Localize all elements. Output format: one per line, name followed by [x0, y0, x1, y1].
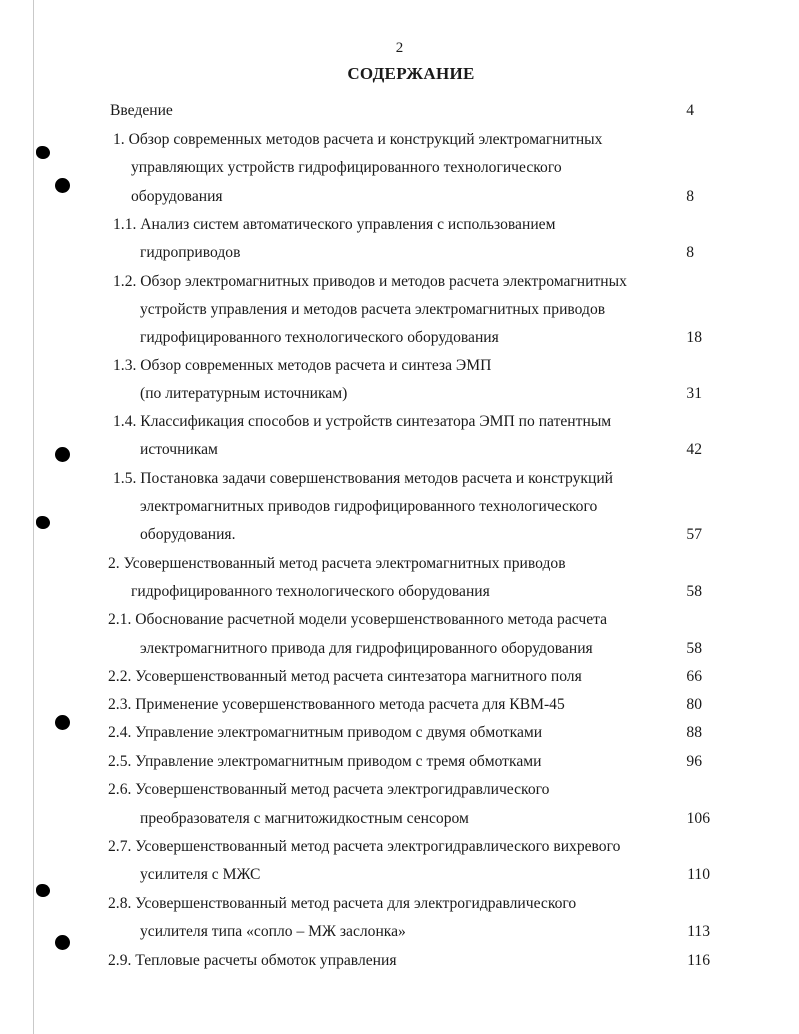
scan-edge-line	[33, 0, 34, 1034]
toc-entry-text: Введение	[110, 102, 173, 119]
toc-page-number: 8	[686, 244, 694, 261]
toc-page-number: 116	[687, 952, 710, 969]
toc-page-number: 8	[686, 188, 694, 205]
toc-entry-text: оборудования.	[140, 526, 236, 543]
toc-page-number: 57	[686, 526, 702, 543]
toc-entry-text: управляющих устройств гидрофицированного технологического	[131, 159, 562, 176]
toc-entry-text: 1.5. Постановка задачи совершенствования методов расчета и конструкций	[113, 470, 614, 487]
toc-entry-text: 2.3. Применение усовершенствованного метода расчета для КВМ-45	[108, 696, 565, 713]
toc-page-number: 58	[686, 583, 702, 600]
toc-page-number: 42	[686, 441, 702, 458]
punch-hole	[36, 146, 50, 159]
toc-entry-text: гидроприводов	[140, 244, 241, 261]
toc-entry-text: (по литературным источникам)	[140, 385, 348, 402]
toc-entry-text: 1.3. Обзор современных методов расчета и синтеза ЭМП	[113, 357, 492, 374]
punch-hole	[36, 884, 50, 897]
toc-entry-text: гидрофицированного технологического оборудования	[140, 329, 499, 346]
toc-entry-text: электромагнитного привода для гидрофицированного оборудования	[140, 640, 593, 657]
punch-hole	[36, 516, 50, 529]
toc-entry-text: 2.7. Усовершенствованный метод расчета электрогидравлического вихревого	[108, 838, 621, 855]
page-title: СОДЕРЖАНИЕ	[347, 64, 475, 83]
toc-entry-text: устройств управления и методов расчета электромагнитных приводов	[140, 301, 606, 318]
punch-hole	[55, 447, 70, 462]
toc-entry-text: 2.8. Усовершенствованный метод расчета для электрогидравлического	[108, 895, 577, 912]
toc-entry-text: 2.4. Управление электромагнитным приводом с двумя обмотками	[108, 724, 543, 741]
toc-entry-text: 2.9. Тепловые расчеты обмоток управления	[108, 952, 397, 969]
toc-entry-text: 2.1. Обоснование расчетной модели усовершенствованного метода расчета	[108, 611, 608, 628]
toc-entry-text: источникам	[140, 441, 218, 458]
toc-page-number: 58	[686, 640, 702, 657]
toc-entry-text: усилителя с МЖС	[140, 866, 261, 883]
toc-page-number: 66	[686, 668, 702, 685]
toc-entry-text: гидрофицированного технологического оборудования	[131, 583, 490, 600]
toc-page-number: 31	[686, 385, 702, 402]
toc-entry-text: преобразователя с магнитожидкостным сенсором	[140, 810, 469, 827]
toc-entry-text: 2.2. Усовершенствованный метод расчета синтезатора магнитного поля	[108, 668, 582, 685]
toc-page-number: 106	[686, 810, 710, 827]
toc-entry-text: электромагнитных приводов гидрофицированного технологического	[140, 498, 598, 515]
toc-entry-text: 1.1. Анализ систем автоматического управления с использованием	[113, 216, 556, 233]
toc-entry-text: 1.4. Классификация способов и устройств синтезатора ЭМП по патентным	[113, 413, 612, 430]
toc-page-number: 96	[686, 753, 702, 770]
page-number: 2	[395, 40, 404, 56]
toc-entry-text: 2.5. Управление электромагнитным приводом с тремя обмотками	[108, 753, 542, 770]
toc-page-number: 110	[687, 866, 710, 883]
toc-page-number: 113	[687, 923, 710, 940]
punch-hole	[55, 715, 70, 730]
toc-page-number: 80	[686, 696, 702, 713]
toc-entry-text: оборудования	[131, 188, 223, 205]
toc-page-number: 4	[686, 102, 694, 119]
punch-hole	[55, 935, 70, 950]
toc-entry-text: 1.2. Обзор электромагнитных приводов и методов расчета электромагнитных	[113, 273, 627, 290]
toc-entry-text: усилителя типа «сопло – МЖ заслонка»	[140, 923, 406, 940]
toc-entry-text: 2. Усовершенствованный метод расчета электромагнитных приводов	[108, 555, 566, 572]
toc-entry-text: 2.6. Усовершенствованный метод расчета электрогидравлического	[108, 781, 550, 798]
toc-page-number: 18	[686, 329, 702, 346]
punch-hole	[55, 178, 70, 193]
toc-page-number: 88	[686, 724, 702, 741]
toc-entry-text: 1. Обзор современных методов расчета и конструкций электромагнитных	[113, 131, 603, 148]
